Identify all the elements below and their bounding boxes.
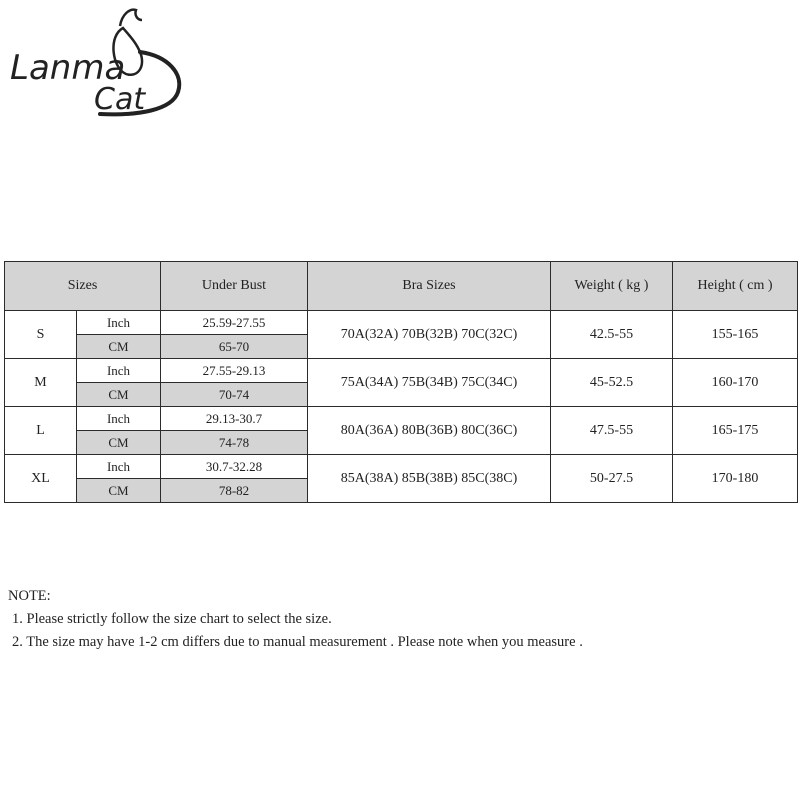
header-weight: Weight ( kg ) [551, 262, 673, 311]
size-cell: M [5, 359, 77, 407]
table-header-row [5, 262, 798, 311]
under-bust-inch: 27.55-29.13 [161, 359, 308, 383]
unit-label-cm: CM [77, 335, 161, 359]
table-row [5, 455, 798, 479]
under-bust-inch: 30.7-32.28 [161, 455, 308, 479]
bra-sizes-cell: 85A(38A) 85B(38B) 85C(38C) [308, 455, 551, 503]
under-bust-inch: 29.13-30.7 [161, 407, 308, 431]
under-bust-cm: 65-70 [161, 335, 308, 359]
weight-cell: 42.5-55 [551, 311, 673, 359]
bra-sizes-cell: 70A(32A) 70B(32B) 70C(32C) [308, 311, 551, 359]
size-chart-table [4, 261, 798, 503]
weight-cell: 50-27.5 [551, 455, 673, 503]
note-title: NOTE: [8, 588, 51, 604]
unit-label-inch: Inch [77, 455, 161, 479]
unit-label-cm: CM [77, 431, 161, 455]
under-bust-cm: 70-74 [161, 383, 308, 407]
note-item: 2. The size may have 1-2 cm differs due to manual measurement . Please note when you measure . [12, 634, 583, 650]
unit-label-cm: CM [77, 479, 161, 503]
header-bra-sizes: Bra Sizes [308, 262, 551, 311]
weight-cell: 47.5-55 [551, 407, 673, 455]
height-cell: 165-175 [673, 407, 798, 455]
under-bust-cm: 78-82 [161, 479, 308, 503]
table-row [5, 311, 798, 335]
height-cell: 160-170 [673, 359, 798, 407]
bra-sizes-cell: 75A(34A) 75B(34B) 75C(34C) [308, 359, 551, 407]
size-cell: L [5, 407, 77, 455]
unit-label-inch: Inch [77, 359, 161, 383]
header-under-bust: Under Bust [161, 262, 308, 311]
unit-label-cm: CM [77, 383, 161, 407]
unit-label-inch: Inch [77, 407, 161, 431]
under-bust-inch: 25.59-27.55 [161, 311, 308, 335]
note-section [8, 585, 788, 654]
table-row [5, 407, 798, 431]
brand-logo [8, 6, 188, 124]
size-cell: S [5, 311, 77, 359]
unit-label-inch: Inch [77, 311, 161, 335]
table-row [5, 359, 798, 383]
height-cell: 155-165 [673, 311, 798, 359]
brand-line1: Lanma [10, 48, 126, 88]
under-bust-cm: 74-78 [161, 431, 308, 455]
bra-sizes-cell: 80A(36A) 80B(36B) 80C(36C) [308, 407, 551, 455]
header-sizes: Sizes [5, 262, 161, 311]
height-cell: 170-180 [673, 455, 798, 503]
note-item: 1. Please strictly follow the size chart to select the size. [12, 611, 332, 627]
header-height: Height ( cm ) [673, 262, 798, 311]
brand-line2: Cat [94, 82, 146, 117]
weight-cell: 45-52.5 [551, 359, 673, 407]
size-cell: XL [5, 455, 77, 503]
cat-logo-icon [8, 6, 188, 124]
